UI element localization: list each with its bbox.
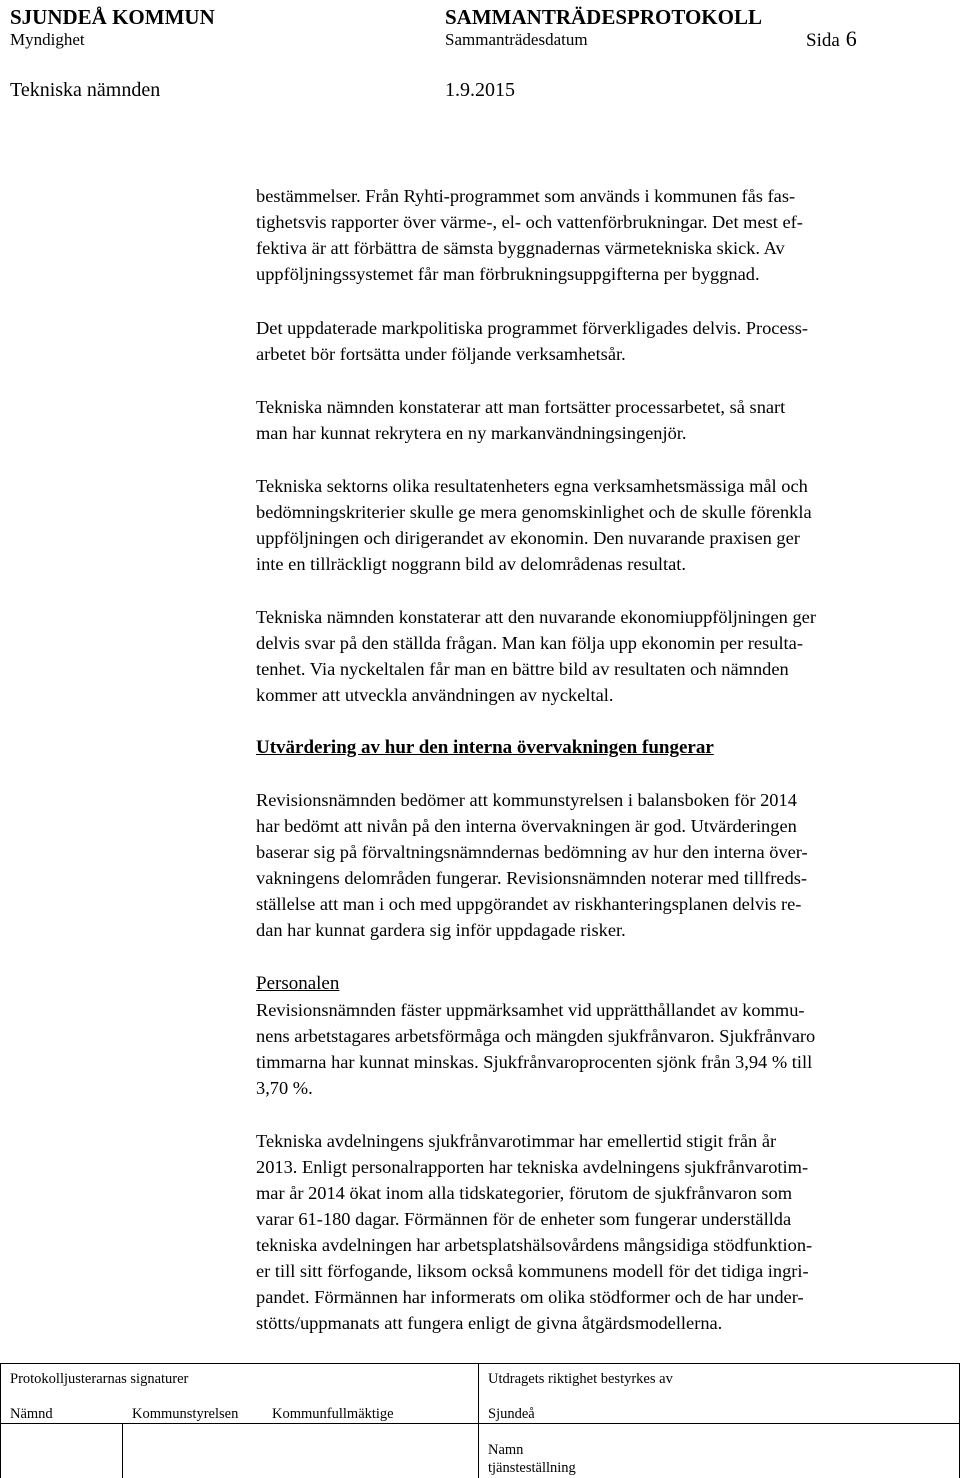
text-line: tekniska avdelningen har arbetsplatshälsovårdens mångsidiga stödfunktion- — [256, 1235, 813, 1255]
text-line: Revisionsnämnden fäster uppmärksamhet vid upprätthållandet av kommu- — [256, 1000, 805, 1020]
text-line: Revisionsnämnden bedömer att kommunstyrelsen i balansboken för 2014 — [256, 790, 797, 810]
text-line: stötts/uppmanats att fungera enligt de givna åtgärdsmodellerna. — [256, 1313, 723, 1333]
section-heading-personnel: Personalen — [256, 973, 340, 994]
paragraph-2 — [256, 315, 956, 367]
text-line: 2013. Enligt personalrapporten har tekniska avdelningens sjukfrånvarotim- — [256, 1157, 809, 1177]
text-line: varar 61-180 dagar. Förmännen för de enheter som fungerar underställda — [256, 1209, 792, 1229]
text-line: ställelse att man i och med uppgörandet av riskhanteringsplanen delvis re- — [256, 894, 802, 914]
footer-center-rule — [478, 1363, 479, 1478]
paragraph-7 — [256, 997, 956, 1101]
text-line: uppföljningssystemet får man förbrukningsuppgifterna per byggnad. — [256, 264, 760, 284]
meeting-date: 1.9.2015 — [445, 79, 515, 101]
text-line: uppföljningen och dirigerandet av ekonomin. Den nuvarande praxisen ger — [256, 528, 800, 548]
text-line: 3,70 %. — [256, 1078, 313, 1098]
text-line: er till sitt förfogande, liksom också kommunens modell för det tidiga ingri- — [256, 1261, 809, 1281]
authority-label: Myndighet — [10, 30, 85, 49]
text-line: timmarna har kunnat minskas. Sjukfrånvaroprocenten sjönk från 3,94 % till — [256, 1052, 813, 1072]
place-name: Sjundeå — [488, 1406, 535, 1422]
text-line: arbetet bör fortsätta under följande verksamhetsår. — [256, 344, 626, 364]
text-line: bedömningskriterier skulle ge mera genomskinlighet och de skulle förenkla — [256, 502, 812, 522]
certified-label: Utdragets riktighet bestyrkes av — [488, 1371, 673, 1387]
column-kommunfullmaktige: Kommunfullmäktige — [272, 1406, 394, 1422]
text-line: dan har kunnat gardera sig inför uppdagade risker. — [256, 920, 626, 940]
page-label: Sida — [806, 30, 840, 51]
text-line: har bedömt att nivån på den interna övervakningen är god. Utvärderingen — [256, 816, 797, 836]
column-namnd: Nämnd — [10, 1406, 53, 1422]
text-line: inte en tillräckligt noggrann bild av delområdenas resultat. — [256, 554, 687, 574]
organization-name: SJUNDEÅ KOMMUN — [10, 5, 215, 29]
page-indicator — [806, 28, 857, 52]
text-line: mar år 2014 ökat inom alla tidskategorier, förutom de sjukfrånvaron som — [256, 1183, 793, 1203]
footer-top-rule — [0, 1363, 960, 1364]
paragraph-8 — [256, 1128, 956, 1336]
name-label: Namn — [488, 1442, 524, 1458]
text-line: man har kunnat rekrytera en ny markanvändningsingenjör. — [256, 423, 687, 443]
protocol-title: SAMMANTRÄDESPROTOKOLL — [445, 5, 762, 29]
text-line: kommer att utveckla användningen av nyckeltal. — [256, 685, 614, 705]
paragraph-6 — [256, 787, 956, 943]
paragraph-4 — [256, 473, 956, 577]
text-line: Tekniska sektorns olika resultatenheters egna verksamhetsmässiga mål och — [256, 476, 808, 496]
signatures-label: Protokolljusterarnas signaturer — [10, 1371, 189, 1387]
position-label: tjänsteställning — [488, 1460, 576, 1476]
column-kommunstyrelsen: Kommunstyrelsen — [132, 1406, 239, 1422]
text-line: bestämmelser. Från Ryhti-programmet som används i kommunen fås fas- — [256, 186, 796, 206]
text-line: tighetsvis rapporter över värme-, el- och vattenförbrukningar. Det mest ef- — [256, 212, 803, 232]
text-line: tenhet. Via nyckeltalen får man en bättre bild av resultaten och nämnden — [256, 659, 789, 679]
meeting-date-label: Sammanträdesdatum — [445, 30, 588, 49]
text-line: baserar sig på förvaltningsnämndernas bedömning av hur den interna över- — [256, 842, 808, 862]
text-line: delvis svar på den ställda frågan. Man kan följa upp ekonomin per resulta- — [256, 633, 803, 653]
footer-mid-rule — [0, 1423, 960, 1424]
paragraph-1 — [256, 183, 956, 287]
signature-footer — [0, 1363, 960, 1478]
text-line: vakningens delområden fungerar. Revisionsnämnden noterar med tillfreds- — [256, 868, 808, 888]
footer-left-rule — [0, 1363, 1, 1478]
paragraph-3 — [256, 394, 956, 446]
paragraph-5 — [256, 604, 956, 708]
footer-col-rule-1 — [122, 1423, 123, 1478]
page-number: 6 — [845, 26, 857, 51]
text-line: Tekniska nämnden konstaterar att den nuvarande ekonomiuppföljningen ger — [256, 607, 816, 627]
text-line: nens arbetstagares arbetsförmåga och mängden sjukfrånvaron. Sjukfrånvaro — [256, 1026, 816, 1046]
text-line: fektiva är att förbättra de sämsta byggnadernas värmetekniska skick. Av — [256, 238, 785, 258]
section-heading-internal-control: Utvärdering av hur den interna övervakningen fungerar — [256, 737, 714, 758]
text-line: pandet. Förmännen har informerats om olika stödformer och de har under- — [256, 1287, 804, 1307]
text-line: Tekniska nämnden konstaterar att man fortsätter processarbetet, så snart — [256, 397, 786, 417]
committee-name: Tekniska nämnden — [10, 79, 161, 101]
text-line: Det uppdaterade markpolitiska programmet förverkligades delvis. Process- — [256, 318, 809, 338]
text-line: Tekniska avdelningens sjukfrånvarotimmar har emellertid stigit från år — [256, 1131, 777, 1151]
